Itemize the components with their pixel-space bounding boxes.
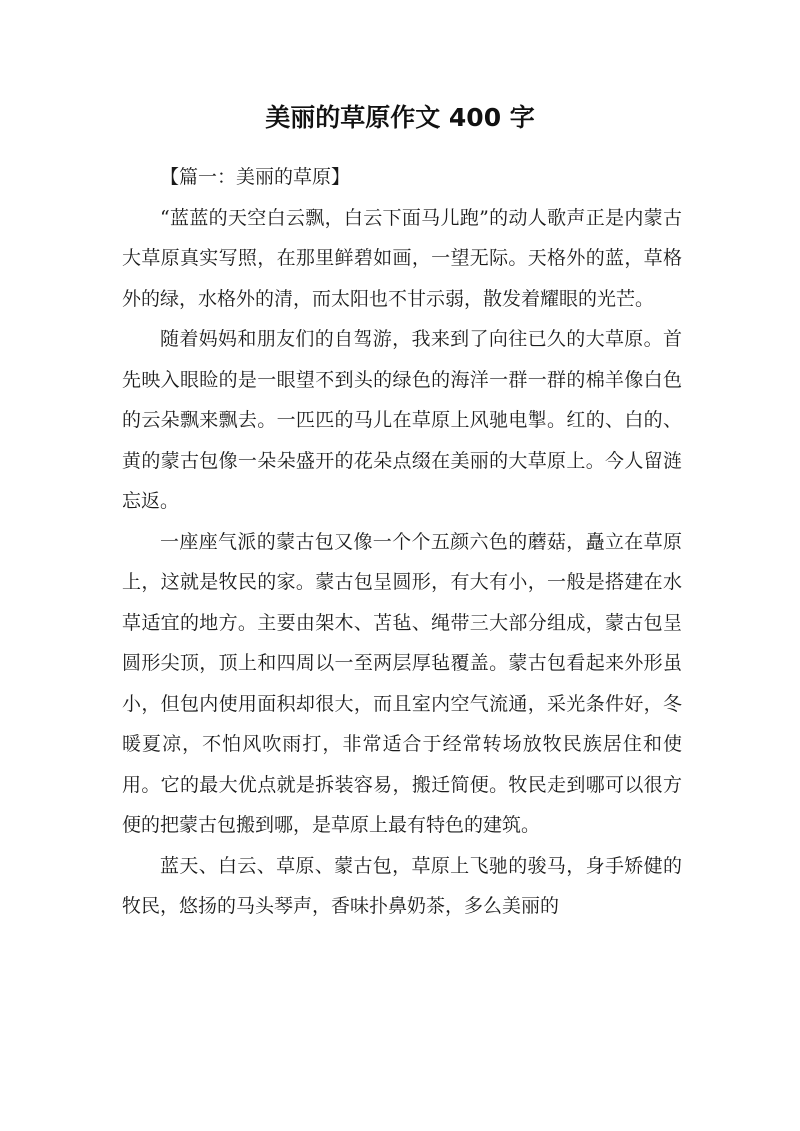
paragraph: 一座座气派的蒙古包又像一个个五颜六色的蘑菇，矗立在草原上，这就是牧民的家。蒙古包呈圆形，有大有小，一般是搭建在水草适宜的地方。主要由架木、苫毡、绳带三大部分组成，蒙古包呈圆形尖顶，顶上和四周以一至两层厚毡覆盖。蒙古包看起来外形虽小，但包内使用面积却很大，而且室内空气流通，采光条件好，冬暖夏凉，不怕风吹雨打，非常适合于经常转场放牧民族居住和使用。它的最大优点就是拆装容易，搬迁简便。牧民走到哪可以很方便的把蒙古包搬到哪，是草原上最有特色的建筑。 bbox=[122, 530, 682, 836]
paragraph: 蓝天、白云、草原、蒙古包，草原上飞驰的骏马，身手矫健的牧民，悠扬的马头琴声，香味扑鼻奶茶，多么美丽的 bbox=[122, 854, 682, 917]
document-body bbox=[122, 157, 682, 927]
page-title: 美丽的草原作文 400 字 bbox=[265, 103, 535, 132]
paragraph: 随着妈妈和朋友们的自驾游，我来到了向往已久的大草原。首先映入眼睑的是一眼望不到头的绿色的海洋一群一群的棉羊像白色的云朵飘来飘去。一匹匹的马儿在草原上风驰电掣。红的、白的、黄的蒙古包像一朵朵盛开的花朵点缀在美丽的大草原上。今人留涟忘返。 bbox=[122, 328, 682, 512]
paragraph: “蓝蓝的天空白云飘，白云下面马儿跑”的动人歌声正是内蒙古大草原真实写照，在那里鲜碧如画，一望无际。天格外的蓝，草格外的绿，水格外的清，而太阳也不甘示弱，散发着耀眼的光芒。 bbox=[122, 206, 682, 310]
section-heading: 【篇一：美丽的草原】 bbox=[160, 166, 351, 188]
